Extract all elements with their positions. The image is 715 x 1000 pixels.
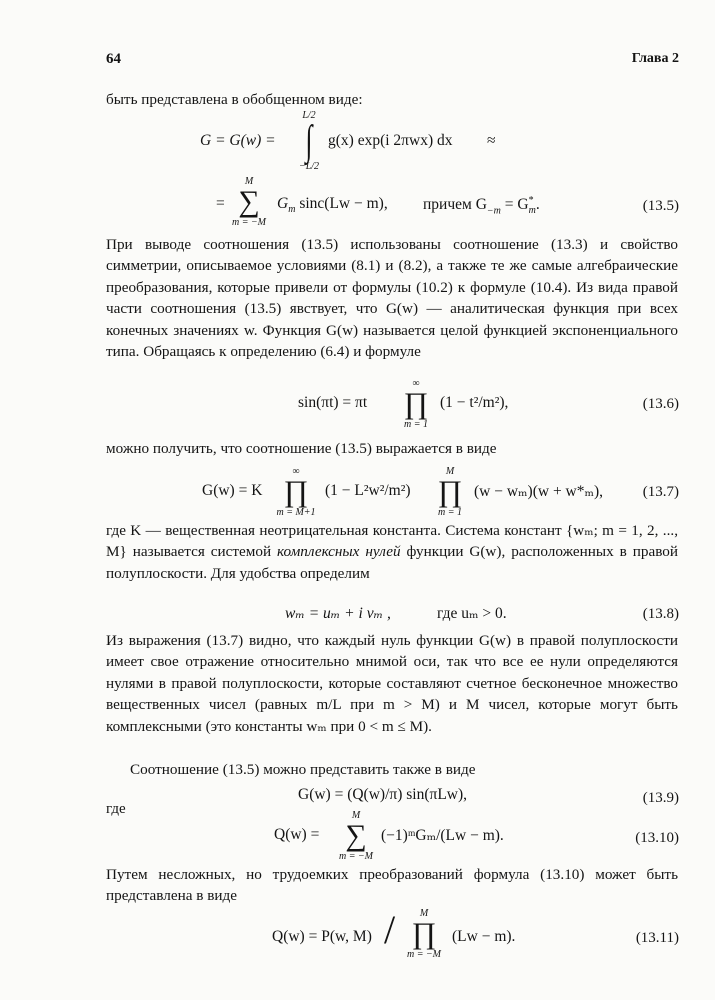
equation-number-13-5: (13.5)	[642, 198, 679, 214]
eq13-10-rhs: (−1)ᵐGₘ/(Lw − m).	[381, 827, 504, 844]
running-head-chapter: Глава 2	[631, 51, 679, 66]
paragraph-zeros-reflection: Из выражения (13.7) видно, что каждый нуль функции G(w) в правой полуплоскости имеет свое отражение относительно мнимой оси, так что все ее нули определяются нулями в правой полуплоскости, которые составляют счетное бесконечное множество вещественных чисел (равных m/L при m > M) и M чисел, которые могут быть комплексными (это константы wₘ при 0 < m ≤ M).	[106, 632, 678, 735]
eq13-9-expr: G(w) = (Q(w)/π) sin(πLw),	[298, 786, 468, 803]
division-slash: /	[384, 907, 396, 952]
word-gde: где	[106, 801, 126, 817]
eq13-7-middle: (1 − L²w²/m²)	[325, 482, 411, 499]
sum-lower-limit: m = −M	[231, 217, 267, 228]
paragraph-7-intro: можно получить, что соотношение (13.5) выражается в виде	[106, 440, 497, 457]
eq13-5-sum-body: $G_m$ sinc(Lw − m),	[277, 195, 388, 216]
page-header	[106, 51, 679, 71]
paragraph-zeros-definition: где K — вещественная неотрицательная константа. Система констант {wₘ; m = 1, 2, ..., M} называется системой комплексных нулей функции G(w), расположенных в правой полуплоскости. Для удобства определим	[106, 522, 678, 582]
product-operator-2: M ∏ m = 1	[437, 466, 463, 518]
eq13-11-rhs: (Lw − m).	[452, 928, 516, 945]
paragraph-transform: Путем несложных, но трудоемких преобразований формула (13.10) может быть представлена в виде	[106, 866, 678, 905]
product-operator-1: ∞ ∏ m = M+1	[276, 466, 316, 518]
eq13-7-rhs: (w − wₘ)(w + w*ₘ),	[474, 483, 604, 500]
integral-lower-limit: −L/2	[298, 161, 320, 172]
paragraph-alt-form: Соотношение (13.5) можно представить также в виде	[130, 761, 476, 778]
sum-upper-limit: M	[244, 176, 254, 187]
equation-number-13-9: (13.9)	[642, 790, 679, 806]
integral-sign: L/2 ∫ −L/2	[292, 110, 326, 172]
eq13-8-expr: wₘ = uₘ + i vₘ ,	[285, 605, 391, 622]
eq13-10-lhs: Q(w) =	[274, 826, 320, 843]
product-upper-limit: ∞	[412, 378, 420, 389]
equation-number-13-10: (13.10)	[635, 830, 679, 846]
page-number: 64	[106, 51, 121, 67]
eq13-5-integrand: g(x) exp(i 2πwx) dx	[328, 132, 453, 149]
equation-number-13-7: (13.7)	[642, 484, 679, 500]
equation-number-13-11: (13.11)	[635, 930, 679, 946]
product-operator: ∞ ∏ m = 1	[397, 378, 435, 430]
integral-upper-limit: L/2	[302, 110, 316, 121]
eq13-5-lhs: G = G(w) =	[200, 132, 276, 149]
product-lower-limit: m = 1	[404, 419, 428, 430]
equation-number-13-6: (13.6)	[642, 396, 679, 412]
sum-operator-13-10: M ∑ m = −M	[338, 810, 374, 862]
eq13-6-lhs: sin(πt) = πt	[298, 394, 368, 411]
paragraph-intro: быть представлена в обобщенном виде:	[106, 91, 363, 108]
eq13-5-tail: ≈	[487, 132, 496, 149]
italic-term: комплексных нулей	[277, 543, 401, 561]
product-operator-13-11: M ∏ m = −M	[406, 908, 442, 960]
eq13-11-lhs: Q(w) = P(w, M)	[272, 928, 372, 945]
sum-operator: M ∑ m = −M	[226, 176, 272, 228]
eq13-5-condition: причем $G_{-m} = G^*_m$.	[423, 195, 540, 217]
eq13-8-cond: где uₘ > 0.	[437, 605, 507, 622]
equation-number-13-8: (13.8)	[642, 606, 679, 622]
eq13-5-equals: =	[216, 195, 225, 212]
eq13-7-lhs: G(w) = K	[202, 482, 263, 499]
eq13-6-rhs: (1 − t²/m²),	[440, 394, 509, 411]
paragraph-derivation: При выводе соотношения (13.5) использованы соотношение (13.3) и свойство симметрии, описываемое условиями (8.1) и (8.2), а также те же самые алгебраические преобразования, которые привели от формулы (10.2) к формуле (10.4). Из вида правой части соотношения (13.5) явствует, что G(w) — аналитическая функция при всех конечных значениях w. Функция G(w) называется целой функцией экспоненциального типа. Обращаясь к определению (6.4) и формуле	[106, 236, 678, 361]
